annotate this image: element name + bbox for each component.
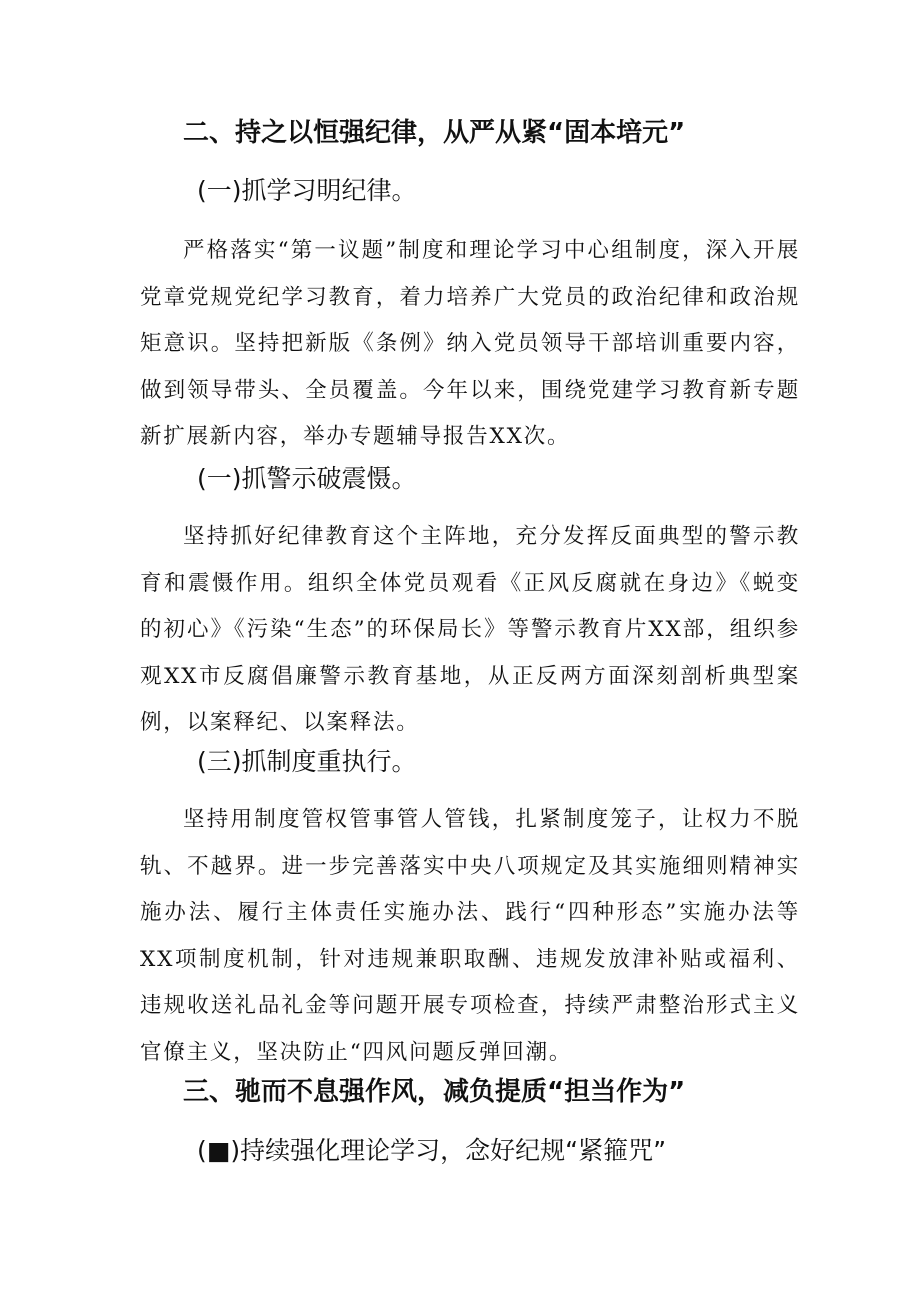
- section-heading-3: 三、驰而不息强作风，减负提质“担当作为”: [183, 1077, 686, 1107]
- section-heading-2: 二、持之以恒强纪律，从严从紧“固本培元”: [183, 118, 686, 148]
- paragraph-warning-education: 坚持抓好纪律教育这个主阵地，充分发挥反面典型的警示教育和震慑作用。组织全体党员观看《正风反腐就在身边》《蜕变的初心》《污染“生态”的环保局长》等警示教育片XX部，组织参观XX市反腐倡廉警示教育基地，从正反两方面深刻剖析典型案例，以案释纪、以案释法。: [140, 524, 800, 735]
- paragraph-study-discipline: 严格落实“第一议题”制度和理论学习中心组制度，深入开展党章党规党纪学习教育，着力培养广大党员的政治纪律和政治规矩意识。坚持把新版《条例》纳入党员领导干部培训重要内容，做到领导带头、全员覆盖。今年以来，围绕党建学习教育新专题新扩展新内容，举办专题辅导报告XX次。: [140, 238, 800, 449]
- subsection-heading-2: (一)抓警示破震慑。: [197, 464, 417, 493]
- subsection-heading-3: (三)抓制度重执行。: [197, 747, 417, 776]
- subsection-heading-1: (一)抓学习明纪律。: [197, 176, 417, 205]
- subsection-heading-4: (■)持续强化理论学习，念好纪规“紧箍咒”: [197, 1136, 667, 1165]
- paragraph-system-execution: 坚持用制度管权管事管人管钱，扎紧制度笼子，让权力不脱轨、不越界。进一步完善落实中央八项规定及其实施细则精神实施办法、履行主体责任实施办法、践行“四种形态”实施办法等XX项制度机制，针对违规兼职取酬、违规发放津补贴或福利、违规收送礼品礼金等问题开展专项检查，持续严肃整治形式主义官僚主义，坚决防止“四风问题反弹回潮。: [140, 807, 800, 1065]
